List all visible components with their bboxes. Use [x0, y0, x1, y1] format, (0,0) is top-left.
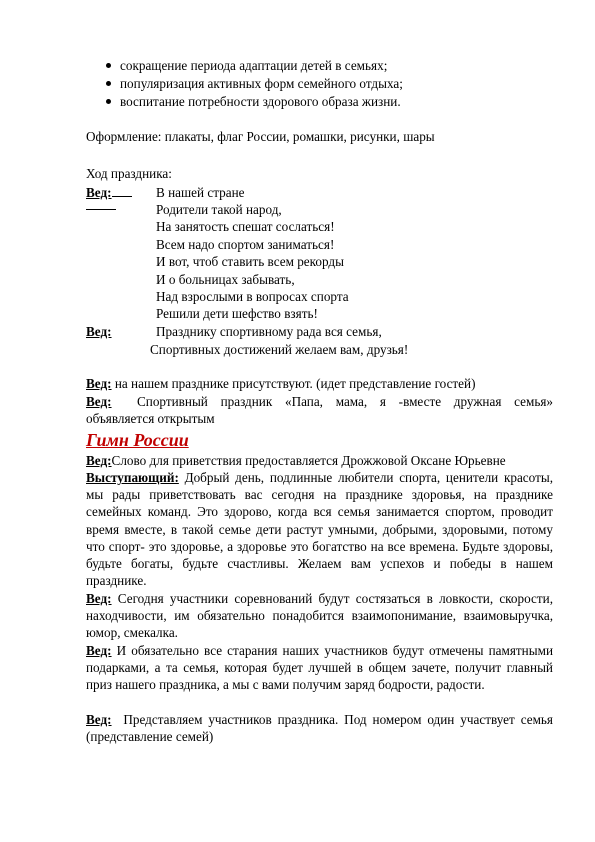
prizes-paragraph — [86, 642, 553, 694]
list-item — [86, 93, 526, 111]
guests-paragraph — [86, 375, 476, 392]
list-item-text: популяризация активных форм семейного отдыха; — [120, 76, 403, 91]
opening-text: Спортивный праздник «Папа, мама, я -вместе дружная семья» — [136, 394, 554, 409]
list-item-text: сокращение периода адаптации детей в семьях; — [120, 58, 388, 73]
present-text: Представляем участников праздника. Под номером один участвует семья (представление семей) — [86, 712, 553, 745]
greeting-paragraph — [86, 452, 506, 469]
ved-label — [86, 184, 132, 201]
opening-text-cont: объявляется открытым — [86, 411, 215, 426]
prizes-text: И обязательно все старания наших участников будут отмечены памятными подарками, а та семья, которая будет лучшей в общем зачете, получит главный приз нашего праздника, а мы с вами получим заряд бодрости, радости. — [86, 643, 554, 693]
greeting-text: Слово для приветствия предоставляется Дрожжовой Оксане Юрьевне — [111, 453, 506, 468]
speaker-label — [86, 323, 112, 340]
present-paragraph — [86, 711, 553, 745]
goals-list — [86, 57, 526, 111]
anthem-heading: Гимн России — [86, 430, 189, 450]
ved-label: Вед: — [86, 453, 112, 468]
bullet-icon — [106, 99, 111, 104]
ved-label: Вед: — [86, 643, 112, 658]
blank-underline — [112, 186, 132, 197]
ved-label: Вед: — [86, 394, 112, 409]
today-text: Сегодня участники соревнований будут состязаться в ловкости, скорости, находчивости, им обязательно понадобится взаимопонимание, взаимовыручка, юмор, смекалка. — [86, 591, 553, 641]
poem-line: Спортивных достижений желаем вам, друзья! — [150, 342, 409, 357]
poem-line: На занятость спешат сослаться! — [156, 219, 335, 234]
bullet-icon — [106, 63, 111, 68]
poem-line: И о больницах забывать, — [156, 272, 295, 287]
speaker-paragraph — [86, 469, 553, 589]
poem-line: Всем надо спортом заниматься! — [156, 237, 335, 252]
poem-line: В нашей стране — [156, 185, 245, 200]
opening-paragraph — [86, 393, 553, 410]
poem-line: Решили дети шефство взять! — [156, 306, 318, 321]
poem-line: Празднику спортивному рада вся семья, — [156, 324, 382, 339]
poem-line: Над взрослыми в вопросах спорта — [156, 289, 349, 304]
list-item — [86, 57, 526, 75]
blank-underline — [86, 209, 116, 210]
ved-label: Вед: — [86, 376, 112, 391]
decoration-line: Оформление: плакаты, флаг России, ромашки, рисунки, шары — [86, 129, 435, 144]
ved-label: Вед: — [86, 712, 112, 727]
ved-label: Вед: — [86, 324, 112, 339]
poem-line: Родители такой народ, — [156, 202, 282, 217]
speaker-text: Добрый день, подлинные любители спорта, ценители красоты, мы рады приветствовать вас сегодня на празднике здоровья, на празднике семейных команд. Это здорово, когда вся семья занимается спортом, проводит время вместе, в такой семье дети растут умными, добрыми, здоровыми, потому что спорт- это здоровье, а здоровье это богатство на все времена. Будьте здоровы, будьте богаты, будьте счастливы. Желаем вам успехов и победы в нашем празднике. — [86, 470, 553, 589]
speaker-label: Вед: — [86, 185, 112, 200]
guests-text: на нашем празднике присутствуют. (идет представление гостей) — [114, 376, 476, 391]
poem-line: И вот, чтоб ставить всем рекорды — [156, 254, 344, 269]
ved-label: Вед: — [86, 591, 112, 606]
today-paragraph — [86, 590, 553, 642]
bullet-icon — [106, 81, 111, 86]
list-item-text: воспитание потребности здорового образа жизни. — [120, 94, 401, 109]
speaker-label: Выступающий: — [86, 470, 179, 485]
list-item — [86, 75, 526, 93]
course-heading: Ход праздника: — [86, 166, 172, 181]
